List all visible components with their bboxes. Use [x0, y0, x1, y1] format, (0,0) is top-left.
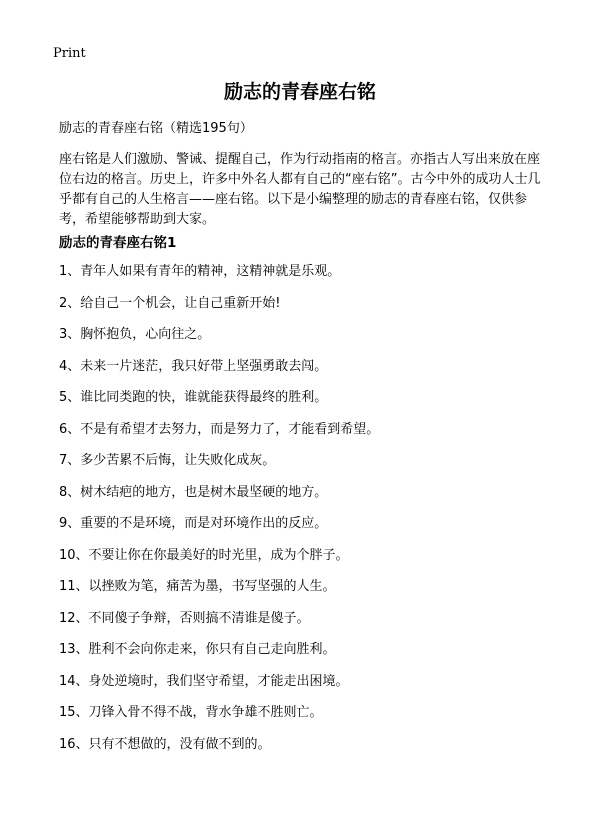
quote-item: 8、树木结疤的地方，也是树木最坚硬的地方。 [59, 484, 328, 500]
quote-item: 13、胜利不会向你走来，你只有自己走向胜利。 [59, 642, 336, 657]
quote-item: 7、多少苦累不后悔，让失败化成灰。 [59, 453, 276, 468]
quote-item: 2、给自己一个机会，让自己重新开始! [59, 295, 281, 311]
quote-item: 16、只有不想做的，没有做不到的。 [59, 736, 271, 752]
intro-paragraph: 座右铭是人们激励、警诫、提醒自己，作为行动指南的格言。亦指古人写出来放在座位右边的格言。历史上，许多中外名人都有自己的“座右铭”。古今中外的成功人士几乎都有自己的人生格言——座右铭。以下是小编整理的励志的青春座右铭，仅供参考，希望能够帮助到大家。 [59, 152, 541, 227]
quote-item: 4、未来一片迷茫，我只好带上坚强勇敢去闯。 [59, 358, 328, 374]
quote-item: 11、以挫败为笔，痛苦为墨，书写坚强的人生。 [59, 579, 336, 594]
quote-item: 15、刀锋入骨不得不战，背水争雄不胜则亡。 [59, 705, 323, 720]
quote-item: 3、胸怀抱负，心向往之。 [59, 327, 211, 342]
quote-item: 6、不是有希望才去努力，而是努力了，才能看到希望。 [59, 421, 380, 437]
quote-item: 9、重要的不是环境，而是对环境作出的反应。 [59, 516, 328, 531]
section-heading: 励志的青春座右铭1 [59, 235, 177, 251]
subtitle: 励志的青春座右铭（精选195句） [59, 121, 253, 136]
quote-item: 10、不要让你在你最美好的时光里，成为个胖子。 [59, 547, 349, 563]
quote-item: 14、身处逆境时，我们坚守希望，才能走出困境。 [59, 673, 349, 689]
quote-item: 5、谁比同类跑的快，谁就能获得最终的胜利。 [59, 390, 328, 405]
quote-item: 12、不同傻子争辩，否则搞不清谁是傻子。 [59, 610, 310, 626]
print-link[interactable]: Print [53, 46, 86, 61]
quote-item: 1、青年人如果有青年的精神，这精神就是乐观。 [59, 264, 341, 279]
quote-list [59, 263, 547, 767]
page-title: 励志的青春座右铭 [223, 81, 376, 103]
